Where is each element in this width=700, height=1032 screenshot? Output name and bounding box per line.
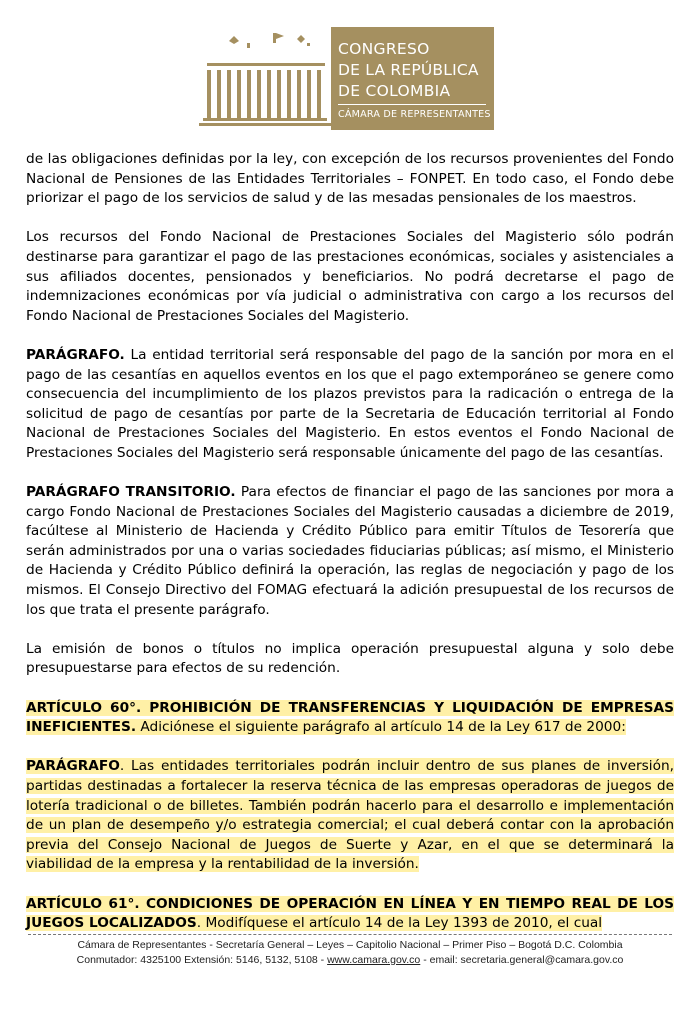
paragraph-paragrafo bbox=[26, 346, 674, 464]
article-61-highlight bbox=[26, 896, 674, 932]
logo-line-3: DE COLOMBIA bbox=[338, 82, 451, 100]
article-60-paragrafo-label: PARÁGRAFO bbox=[26, 758, 120, 775]
paragraph-bonos: La emisión de bonos o títulos no implica operación presupuestal alguna y solo debe presupuestarse para efectos de su redención. bbox=[26, 640, 674, 677]
footer-address: Cámara de Representantes - Secretaría General – Leyes – Capitolio Nacional – Primer Piso – Bogotá D.C. Colombia bbox=[77, 939, 623, 951]
paragrafo-transitorio-label: PARÁGRAFO TRANSITORIO. bbox=[26, 484, 236, 501]
footer-website-link[interactable]: www.camara.gov.co bbox=[327, 954, 421, 966]
document-body bbox=[26, 150, 674, 953]
paragrafo-label: PARÁGRAFO. bbox=[26, 346, 125, 363]
logo-line-1: CONGRESO bbox=[338, 40, 430, 58]
article-61 bbox=[26, 895, 674, 934]
logo-band bbox=[331, 27, 494, 130]
paragraph-1: de las obligaciones definidas por la ley, con excepción de los recursos provenientes del Fondo Nacional de Pensiones de las Entidades Territoriales – FONPET. En todo caso, el Fondo debe priorizar el pago de los servicios de salud y de las mesadas pensionales de los maestros. bbox=[26, 151, 674, 207]
capitol-seal-icon bbox=[189, 27, 331, 130]
footer-divider bbox=[28, 934, 672, 935]
paragraph-2: Los recursos del Fondo Nacional de Prestaciones Sociales del Magisterio sólo podrán destinarse para garantizar el pago de las prestaciones económicas, sociales y asistenciales a sus afiliados docentes, pensionados y beneficiarios. No podrá decretarse el pago de indemnizaciones económicas por vía judicial o administrativa con cargo a los recursos del Fondo Nacional de Prestaciones Sociales del Magisterio. bbox=[26, 229, 674, 324]
logo-line-2: DE LA REPÚBLICA bbox=[338, 61, 479, 79]
footer-email: - email: secretaria.general@camara.gov.co bbox=[420, 954, 624, 966]
article-60-paragrafo-highlight bbox=[26, 758, 674, 872]
footer-contact bbox=[0, 953, 700, 968]
article-60-title: ARTÍCULO 60°. PROHIBICIÓN DE TRANSFERENCIAS Y LIQUIDACIÓN DE EMPRESAS INEFICIENTES. bbox=[26, 699, 674, 736]
article-60 bbox=[26, 699, 674, 738]
logo-divider bbox=[338, 104, 486, 105]
paragrafo-text: La entidad territorial será responsable del pago de la sanción por mora en el pago de las cesantías en aquellos eventos en los que el pago extemporáneo se genere como consecuencia del incumplimiento de los plazos previstos para la radicación o entrega de la solicitud de pago de cesantías por parte de la Secretaria de Educación territorial al Fondo Nacional de Prestaciones Sociales del Magisterio. En estos eventos el Fondo Nacional de Prestaciones Sociales del Magisterio será responsable únicamente del pago de las cesantías. bbox=[26, 346, 674, 461]
article-60-text: Adiciónese el siguiente parágrafo al artículo 14 de la Ley 617 de 2000: bbox=[136, 719, 626, 736]
logo-line-4: CÁMARA DE REPRESENTANTES bbox=[338, 109, 491, 120]
page-footer bbox=[0, 938, 700, 968]
paragraph-paragrafo-transitorio bbox=[26, 483, 674, 620]
article-60-paragrafo bbox=[26, 757, 674, 875]
article-60-paragrafo-text: . Las entidades territoriales podrán incluir dentro de sus planes de inversión, partidas destinadas a fortalecer la reserva técnica de las empresas operadoras de juegos de lotería tradicional o de billetes. También podrán hacerlo para el desarrollo e implementación de un plan de desempeño y/o estrategia comercial; el cual deberá contar con la aprobación previa del Consejo Nacional de Juegos de Suerte y Azar, en el que se determinará la viabilidad de la empresa y la rentabilidad de la inversión. bbox=[26, 758, 674, 873]
article-61-title: ARTÍCULO 61°. CONDICIONES DE OPERACIÓN EN LÍNEA Y EN TIEMPO REAL DE LOS JUEGOS LOCALIZADOS bbox=[26, 895, 674, 932]
article-60-highlight bbox=[26, 700, 674, 736]
paragrafo-transitorio-text: Para efectos de financiar el pago de las sanciones por mora a cargo Fondo Nacional de Prestaciones Sociales del Magisterio causadas a diciembre de 2019, facúltese al Ministerio de Hacienda y Crédito Público para emitir Títulos de Tesorería que serán administrados por una o varias sociedades fiduciarias públicas; así mismo, el Ministerio de Hacienda y Crédito Público definirá la operación, las reglas de negociación y pago de los mismos. El Consejo Directivo del FOMAG efectuará la adición presupuestal de los recursos de los que trata el presente parágrafo. bbox=[26, 484, 675, 618]
footer-phone: Conmutador: 4325100 Extensión: 5146, 5132, 5108 - bbox=[76, 954, 328, 966]
article-61-text: . Modifíquese el artículo 14 de la Ley 1393 de 2010, el cual bbox=[196, 915, 603, 932]
congress-logo bbox=[189, 27, 494, 130]
